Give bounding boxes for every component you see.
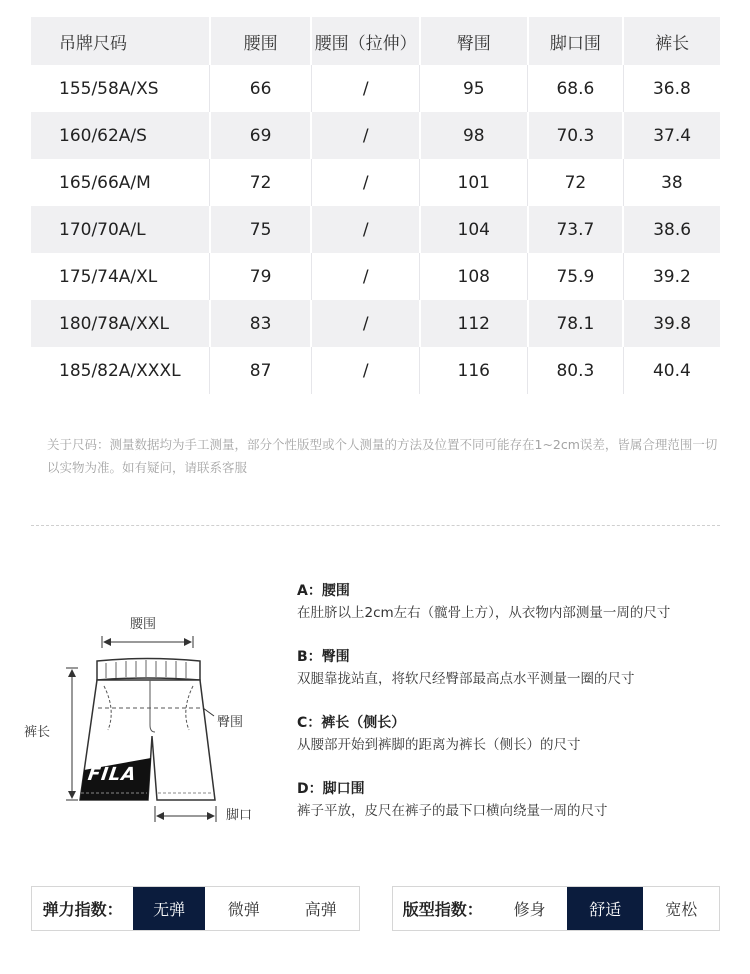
cell-waist: 83 bbox=[210, 300, 312, 347]
fit-index-title: 版型指数： bbox=[402, 900, 483, 919]
header-length: 裤长 bbox=[623, 17, 720, 65]
measure-item-b bbox=[297, 646, 737, 690]
cell-length: 36.8 bbox=[652, 78, 691, 99]
cell-size: 165/66A/M bbox=[31, 159, 210, 206]
cell-hem: 70.3 bbox=[528, 112, 624, 159]
table-header-row bbox=[31, 17, 720, 65]
cell-waist: 66 bbox=[210, 65, 312, 112]
elasticity-option-slight[interactable]: 微弹 bbox=[227, 900, 260, 919]
cell-length: 37.4 bbox=[623, 112, 720, 159]
header-waist-stretch: 腰围（拉伸） bbox=[311, 17, 420, 65]
fit-option-slim[interactable]: 修身 bbox=[513, 900, 546, 919]
measure-title: D：脚口围 bbox=[297, 781, 365, 797]
cell-hip: 98 bbox=[420, 112, 528, 159]
cell-waist-stretch: / bbox=[311, 159, 420, 206]
shorts-illustration bbox=[0, 560, 300, 850]
cell-waist: 75 bbox=[210, 206, 312, 253]
measure-desc: 从腰部开始到裤脚的距离为裤长（侧长）的尺寸 bbox=[297, 737, 581, 753]
cell-waist-stretch: / bbox=[311, 347, 420, 394]
cell-waist: 79 bbox=[210, 253, 312, 300]
header-hip: 臀围 bbox=[420, 17, 528, 65]
header-waist: 腰围 bbox=[210, 17, 312, 65]
measure-item-c bbox=[297, 712, 737, 756]
diagram-label-length: 裤长 bbox=[24, 725, 51, 740]
cell-length: 40.4 bbox=[652, 360, 691, 381]
cell-hem: 75.9 bbox=[528, 253, 624, 300]
diagram-label-hip: 臀围 bbox=[217, 715, 244, 730]
cell-length: 38.6 bbox=[623, 206, 720, 253]
header-tag-size: 吊牌尺码 bbox=[31, 17, 210, 65]
measure-instructions bbox=[297, 580, 737, 844]
measure-item-a bbox=[297, 580, 737, 624]
cell-waist: 69 bbox=[210, 112, 312, 159]
cell-length: 38 bbox=[661, 172, 683, 193]
fila-logo: FILA bbox=[86, 764, 138, 785]
table-row bbox=[31, 159, 720, 206]
table-row bbox=[31, 253, 720, 300]
table-row bbox=[31, 206, 720, 253]
elasticity-index-title: 弹力指数： bbox=[42, 900, 123, 919]
measure-desc: 裤子平放，皮尺在裤子的最下口横向绕量一周的尺寸 bbox=[297, 803, 608, 819]
size-note: 关于尺码：测量数据均为手工测量，部分个性版型或个人测量的方法及位置不同可能存在1~2cm误差，皆属合理范围一切以实物为准。如有疑问，请联系客服 bbox=[47, 437, 718, 475]
measure-desc: 双腿靠拢站直，将软尺经臀部最高点水平测量一圈的尺寸 bbox=[297, 671, 635, 687]
cell-waist-stretch: / bbox=[311, 253, 420, 300]
table-row bbox=[31, 112, 720, 159]
cell-size: 180/78A/XXL bbox=[31, 300, 210, 347]
size-table bbox=[31, 17, 720, 394]
measure-title: B：臀围 bbox=[297, 649, 350, 665]
diagram-label-hem: 脚口 bbox=[226, 808, 253, 823]
cell-size: 155/58A/XS bbox=[31, 65, 210, 112]
measure-title: A：腰围 bbox=[297, 583, 350, 599]
table-row bbox=[31, 347, 720, 394]
cell-length: 39.8 bbox=[623, 300, 720, 347]
measure-title: C：裤长（侧长） bbox=[297, 715, 406, 731]
fit-option-comfort[interactable]: 舒适 bbox=[567, 887, 644, 930]
elasticity-index bbox=[31, 886, 360, 931]
cell-hip: 108 bbox=[420, 253, 528, 300]
cell-size: 185/82A/XXXL bbox=[31, 347, 210, 394]
cell-hem: 78.1 bbox=[528, 300, 624, 347]
table-row bbox=[31, 65, 720, 112]
dashed-divider bbox=[31, 525, 720, 526]
cell-hip: 104 bbox=[420, 206, 528, 253]
cell-waist-stretch: / bbox=[311, 300, 420, 347]
shorts-diagram bbox=[0, 560, 300, 850]
cell-hem: 68.6 bbox=[528, 65, 624, 112]
cell-waist: 87 bbox=[210, 347, 312, 394]
elasticity-option-high[interactable]: 高弹 bbox=[304, 900, 337, 919]
cell-hem: 73.7 bbox=[528, 206, 624, 253]
cell-hip: 101 bbox=[420, 159, 528, 206]
elasticity-option-none[interactable]: 无弹 bbox=[133, 887, 205, 930]
fit-index bbox=[392, 886, 720, 931]
cell-waist: 72 bbox=[210, 159, 312, 206]
cell-waist-stretch: / bbox=[311, 206, 420, 253]
measure-desc: 在肚脐以上2cm左右（髋骨上方），从衣物内部测量一周的尺寸 bbox=[297, 605, 671, 621]
table-row bbox=[31, 300, 720, 347]
cell-hem: 72 bbox=[528, 159, 624, 206]
cell-size: 160/62A/S bbox=[31, 112, 210, 159]
cell-size: 170/70A/L bbox=[31, 206, 210, 253]
cell-size: 175/74A/XL bbox=[31, 253, 210, 300]
cell-hip: 112 bbox=[420, 300, 528, 347]
cell-waist-stretch: / bbox=[311, 112, 420, 159]
cell-length: 39.2 bbox=[652, 266, 691, 287]
measure-item-d bbox=[297, 778, 737, 822]
diagram-label-waist: 腰围 bbox=[130, 617, 157, 632]
cell-hip: 95 bbox=[420, 65, 528, 112]
cell-waist-stretch: / bbox=[311, 65, 420, 112]
cell-hip: 116 bbox=[420, 347, 528, 394]
cell-hem: 80.3 bbox=[528, 347, 624, 394]
header-hem: 脚口围 bbox=[528, 17, 624, 65]
fit-option-loose[interactable]: 宽松 bbox=[665, 900, 698, 919]
